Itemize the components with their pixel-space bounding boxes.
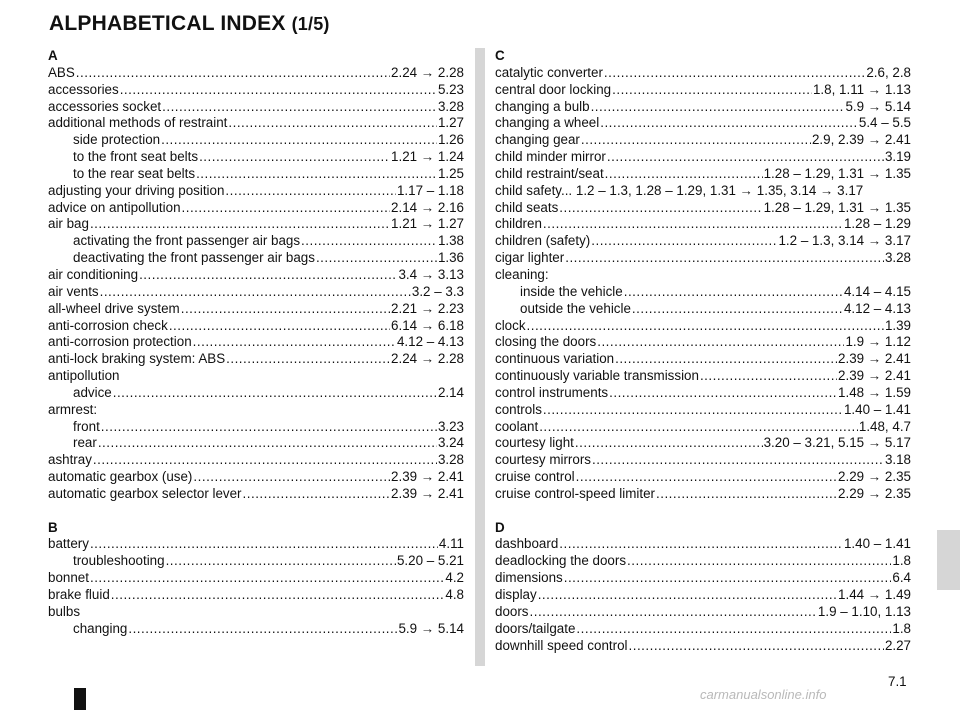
dot-leader bbox=[565, 250, 884, 267]
page-number: 7.1 bbox=[888, 674, 907, 689]
dot-leader bbox=[98, 435, 437, 452]
index-heading: armrest: bbox=[48, 401, 98, 417]
entry-pages: 2.6, 2.8 bbox=[866, 64, 911, 80]
index-entry bbox=[495, 419, 911, 436]
index-entry bbox=[495, 587, 911, 604]
index-entry bbox=[495, 233, 911, 250]
entry-term: battery bbox=[48, 536, 89, 552]
entry-term: courtesy mirrors bbox=[495, 452, 591, 468]
index-entry bbox=[495, 82, 911, 99]
entry-pages: 2.24 → 2.28 bbox=[391, 64, 464, 80]
entry-term: bonnet bbox=[48, 570, 89, 586]
entry-pages: 3.18 bbox=[884, 452, 911, 468]
index-entry bbox=[495, 132, 911, 149]
index-subentry bbox=[48, 385, 464, 402]
entry-pages: 1.27 bbox=[437, 115, 464, 131]
index-entry bbox=[495, 435, 911, 452]
entry-pages: 3.20 – 3.21, 5.15 → 5.17 bbox=[763, 435, 911, 451]
dot-leader bbox=[181, 301, 390, 318]
index-entry bbox=[495, 216, 911, 233]
entry-term: catalytic converter bbox=[495, 64, 603, 80]
entry-term: air conditioning bbox=[48, 266, 139, 282]
entry-pages: 4.12 – 4.13 bbox=[396, 334, 464, 350]
section-tab-marker bbox=[937, 530, 960, 590]
entry-pages: 5.4 – 5.5 bbox=[858, 115, 911, 131]
index-entry bbox=[495, 166, 911, 183]
entry-pages: 1.48, 4.7 bbox=[858, 418, 911, 434]
dot-leader bbox=[605, 166, 763, 183]
index-heading: cleaning: bbox=[495, 266, 549, 282]
entry-term: ashtray bbox=[48, 452, 92, 468]
index-entry bbox=[495, 318, 911, 335]
dot-leader bbox=[199, 149, 390, 166]
dot-leader bbox=[591, 233, 777, 250]
entry-pages: 2.9, 2.39 → 2.41 bbox=[811, 132, 911, 148]
entry-pages: 1.28 – 1.29, 1.31 → 1.35 bbox=[763, 199, 911, 215]
column-divider bbox=[475, 48, 485, 666]
dot-leader bbox=[607, 149, 884, 166]
index-entry bbox=[495, 200, 911, 217]
dot-leader bbox=[612, 82, 812, 99]
index-subentry bbox=[48, 250, 464, 267]
entry-term: automatic gearbox (use) bbox=[48, 469, 193, 485]
index-entry bbox=[48, 469, 464, 486]
index-entry bbox=[48, 216, 464, 233]
entry-term: brake fluid bbox=[48, 587, 110, 602]
index-entry bbox=[495, 149, 911, 166]
index-subentry bbox=[48, 435, 464, 452]
dot-leader bbox=[162, 99, 437, 116]
entry-term: rear bbox=[73, 435, 97, 451]
entry-pages: 3.23 bbox=[437, 418, 464, 434]
entry-pages: 3.24 bbox=[437, 435, 464, 451]
index-entry bbox=[495, 351, 911, 368]
dot-leader bbox=[161, 132, 437, 149]
entry-pages: 4.11 bbox=[438, 536, 464, 552]
entry-term: closing the doors bbox=[495, 334, 597, 350]
entry-pages: 1.40 – 1.41 bbox=[843, 401, 911, 417]
entry-pages: 2.39 → 2.41 bbox=[838, 368, 911, 384]
index-entry bbox=[48, 82, 464, 99]
dot-leader bbox=[543, 216, 843, 233]
entry-pages: 2.39 → 2.41 bbox=[838, 351, 911, 367]
entry-term: anti-corrosion check bbox=[48, 317, 168, 333]
index-entry bbox=[48, 486, 464, 503]
index-entry bbox=[48, 301, 464, 318]
dot-leader bbox=[592, 452, 884, 469]
dot-leader bbox=[564, 570, 892, 587]
entry-term: cigar lighter bbox=[495, 250, 565, 266]
index-entry bbox=[495, 402, 911, 419]
entry-term: anti-lock braking system: ABS bbox=[48, 351, 226, 367]
entry-term: adjusting your driving position bbox=[48, 182, 225, 198]
index-entry bbox=[495, 250, 911, 267]
entry-pages: 1.8 bbox=[892, 553, 911, 569]
index-entry bbox=[48, 65, 464, 82]
entry-term: accessories bbox=[48, 81, 119, 97]
entry-pages: 1.28 – 1.29 bbox=[843, 216, 911, 232]
index-entry bbox=[48, 267, 464, 284]
index-entry bbox=[48, 200, 464, 217]
dot-leader bbox=[316, 250, 437, 267]
entry-term: air bag bbox=[48, 216, 89, 232]
entry-pages: 1.36 bbox=[437, 250, 464, 266]
dot-leader bbox=[182, 200, 391, 217]
entry-term: to the rear seat belts bbox=[73, 165, 196, 181]
index-subentry bbox=[48, 233, 464, 250]
entry-pages: 5.9 → 5.14 bbox=[845, 98, 911, 114]
index-entry bbox=[48, 587, 464, 604]
page-part-indicator: (1/5) bbox=[291, 14, 330, 34]
entry-term: cruise control-speed limiter bbox=[495, 485, 656, 501]
entry-pages: 1.28 – 1.29, 1.31 → 1.35 bbox=[763, 165, 911, 181]
index-entry bbox=[48, 452, 464, 469]
dot-leader bbox=[700, 368, 837, 385]
entry-term: controls bbox=[495, 401, 542, 417]
entry-pages: 6.14 → 6.18 bbox=[391, 317, 464, 333]
dot-leader bbox=[627, 553, 891, 570]
entry-term: changing gear bbox=[495, 132, 580, 148]
index-entry bbox=[48, 570, 464, 587]
entry-pages: 4.2 bbox=[445, 570, 464, 586]
index-heading: bulbs bbox=[48, 603, 81, 619]
entry-term: dimensions bbox=[495, 570, 563, 586]
section-letter: D bbox=[495, 519, 505, 535]
entry-pages: 1.8 bbox=[892, 620, 911, 636]
entry-pages: 1.26 bbox=[437, 132, 464, 148]
dot-leader bbox=[100, 284, 411, 301]
index-entry bbox=[495, 385, 911, 402]
dot-leader bbox=[139, 267, 397, 284]
dot-leader bbox=[228, 115, 437, 132]
entry-term: continuously variable transmission bbox=[495, 368, 699, 384]
dot-leader bbox=[543, 402, 843, 419]
dot-leader bbox=[575, 435, 763, 452]
dot-leader bbox=[581, 132, 811, 149]
index-entry bbox=[48, 284, 464, 301]
entry-term: coolant bbox=[495, 418, 539, 434]
dot-leader bbox=[166, 553, 396, 570]
dot-leader bbox=[225, 183, 396, 200]
entry-term: doors/tailgate bbox=[495, 620, 576, 636]
index-column-right bbox=[495, 48, 911, 654]
entry-pages: 6.4 bbox=[892, 570, 911, 586]
dot-leader bbox=[576, 469, 837, 486]
dot-leader bbox=[196, 166, 437, 183]
entry-term: troubleshooting bbox=[73, 553, 165, 569]
entry-term: outside the vehicle bbox=[520, 300, 631, 316]
entry-term: changing a bulb bbox=[495, 98, 590, 114]
entry-pages: 4.14 – 4.15 bbox=[843, 283, 911, 299]
page-title bbox=[49, 12, 330, 36]
index-column-left bbox=[48, 48, 464, 638]
dot-leader bbox=[76, 65, 390, 82]
dot-leader bbox=[120, 82, 437, 99]
dot-leader bbox=[604, 65, 865, 82]
entry-pages: 5.9 → 5.14 bbox=[398, 620, 464, 636]
entry-pages: 1.21 → 1.27 bbox=[391, 216, 464, 232]
entry-pages: 1.39 bbox=[884, 317, 911, 333]
entry-pages: 1.48 → 1.59 bbox=[838, 384, 911, 400]
entry-term: advice on antipollution bbox=[48, 199, 181, 215]
entry-term: child seats bbox=[495, 199, 559, 215]
entry-term: children (safety) bbox=[495, 233, 591, 249]
entry-pages: 5.20 – 5.21 bbox=[396, 553, 464, 569]
dot-leader bbox=[301, 233, 437, 250]
index-subentry bbox=[48, 553, 464, 570]
index-subentry bbox=[495, 284, 911, 301]
index-entry bbox=[48, 334, 464, 351]
entry-pages: 1.38 bbox=[437, 233, 464, 249]
entry-pages: 1.2 – 1.3, 3.14 → 3.17 bbox=[778, 233, 911, 249]
page-title-text: ALPHABETICAL INDEX bbox=[49, 12, 286, 35]
index-entry bbox=[495, 604, 911, 621]
dot-leader bbox=[527, 318, 884, 335]
entry-pages: 3.19 bbox=[884, 149, 911, 165]
entry-pages: 1.25 bbox=[437, 165, 464, 181]
entry-pages: 2.14 bbox=[437, 384, 464, 400]
dot-leader bbox=[559, 536, 843, 553]
entry-term: courtesy light bbox=[495, 435, 574, 451]
entry-term: additional methods of restraint bbox=[48, 115, 228, 131]
entry-term: air vents bbox=[48, 283, 99, 299]
dot-leader bbox=[538, 587, 837, 604]
index-entry bbox=[495, 115, 911, 132]
index-entry bbox=[495, 486, 911, 503]
entry-term: continuous variation bbox=[495, 351, 615, 367]
dot-leader bbox=[656, 486, 837, 503]
entry-term: display bbox=[495, 587, 537, 602]
entry-term: child restraint/seat bbox=[495, 165, 604, 181]
entry-term: child minder mirror bbox=[495, 149, 606, 165]
index-entry bbox=[48, 183, 464, 200]
entry-term: dashboard bbox=[495, 536, 559, 552]
entry-term: changing a wheel bbox=[495, 115, 600, 131]
entry-term: accessories socket bbox=[48, 98, 162, 114]
entry-pages: 2.24 → 2.28 bbox=[391, 351, 464, 367]
entry-pages: 1.17 – 1.18 bbox=[396, 182, 464, 198]
section-gap bbox=[48, 503, 464, 520]
dot-leader bbox=[226, 351, 390, 368]
dot-leader bbox=[90, 216, 390, 233]
entry-pages: 3.28 bbox=[437, 452, 464, 468]
entry-pages: 4.8 bbox=[445, 587, 464, 602]
dot-leader bbox=[559, 200, 762, 217]
dot-leader bbox=[128, 621, 397, 638]
entry-pages: 2.14 → 2.16 bbox=[391, 199, 464, 215]
dot-leader bbox=[530, 604, 817, 621]
index-entry bbox=[48, 99, 464, 116]
entry-pages: 2.39 → 2.41 bbox=[391, 485, 464, 501]
dot-leader bbox=[624, 284, 843, 301]
entry-term: ABS bbox=[48, 64, 75, 80]
index-entry bbox=[495, 638, 911, 655]
dot-leader bbox=[600, 115, 858, 132]
index-entry bbox=[495, 570, 911, 587]
index-entry bbox=[48, 318, 464, 335]
dot-leader bbox=[576, 621, 891, 638]
entry-term: side protection bbox=[73, 132, 161, 148]
index-subentry bbox=[48, 621, 464, 638]
entry-pages: 5.23 bbox=[437, 81, 464, 97]
dot-leader bbox=[632, 301, 843, 318]
index-entry bbox=[495, 334, 911, 351]
dot-leader bbox=[609, 385, 837, 402]
dot-leader bbox=[193, 334, 396, 351]
index-subentry bbox=[48, 149, 464, 166]
entry-term: activating the front passenger air bags bbox=[73, 233, 301, 249]
entry-term: control instruments bbox=[495, 384, 609, 400]
entry-term: downhill speed control bbox=[495, 637, 628, 653]
dot-leader bbox=[90, 570, 444, 587]
entry-term: doors bbox=[495, 603, 529, 619]
dot-leader bbox=[243, 486, 391, 503]
entry-pages: 1.9 → 1.12 bbox=[845, 334, 911, 350]
entry-term: to the front seat belts bbox=[73, 149, 199, 165]
index-heading: antipollution bbox=[48, 368, 120, 384]
dot-leader bbox=[539, 419, 858, 436]
index-entry bbox=[495, 65, 911, 82]
index-heading: child safety... 1.2 – 1.3, 1.28 – 1.29, 1.31 → 1.35, 3.14 → 3.17 bbox=[495, 182, 864, 198]
entry-pages: 3.28 bbox=[884, 250, 911, 266]
entry-term: cruise control bbox=[495, 469, 575, 485]
entry-pages: 1.40 – 1.41 bbox=[843, 536, 911, 552]
index-subentry bbox=[495, 301, 911, 318]
index-entry bbox=[48, 536, 464, 553]
dot-leader bbox=[615, 351, 837, 368]
dot-leader bbox=[90, 536, 438, 553]
entry-pages: 4.12 – 4.13 bbox=[843, 300, 911, 316]
dot-leader bbox=[629, 638, 884, 655]
watermark: carmanualsonline.info bbox=[700, 687, 827, 702]
entry-term: deadlocking the doors bbox=[495, 553, 627, 569]
footer-bar-mark bbox=[74, 688, 86, 710]
index-entry bbox=[495, 469, 911, 486]
index-entry bbox=[48, 351, 464, 368]
section-letter: C bbox=[495, 48, 505, 63]
entry-pages: 3.4 → 3.13 bbox=[398, 266, 464, 282]
entry-pages: 3.2 – 3.3 bbox=[411, 283, 464, 299]
dot-leader bbox=[111, 587, 445, 604]
entry-pages: 2.39 → 2.41 bbox=[391, 469, 464, 485]
entry-term: deactivating the front passenger air bags bbox=[73, 250, 315, 266]
entry-term: anti-corrosion protection bbox=[48, 334, 192, 350]
entry-term: advice bbox=[73, 384, 112, 400]
dot-leader bbox=[193, 469, 390, 486]
entry-pages: 2.21 → 2.23 bbox=[391, 300, 464, 316]
index-subentry bbox=[48, 132, 464, 149]
section-letter: B bbox=[48, 519, 58, 535]
entry-pages: 1.21 → 1.24 bbox=[391, 149, 464, 165]
entry-pages: 1.8, 1.11 → 1.13 bbox=[812, 81, 911, 97]
dot-leader bbox=[591, 99, 845, 116]
entry-pages: 2.27 bbox=[884, 637, 911, 653]
dot-leader bbox=[101, 419, 437, 436]
dot-leader bbox=[113, 385, 437, 402]
index-entry bbox=[495, 99, 911, 116]
index-entry bbox=[495, 452, 911, 469]
index-subentry bbox=[48, 419, 464, 436]
entry-pages: 3.28 bbox=[437, 98, 464, 114]
entry-term: clock bbox=[495, 317, 526, 333]
dot-leader bbox=[93, 452, 437, 469]
index-entry bbox=[495, 368, 911, 385]
entry-term: inside the vehicle bbox=[520, 283, 623, 299]
entry-pages: 2.29 → 2.35 bbox=[838, 485, 911, 501]
entry-term: central door locking bbox=[495, 81, 612, 97]
index-entry bbox=[495, 536, 911, 553]
dot-leader bbox=[169, 318, 390, 335]
entry-pages: 2.29 → 2.35 bbox=[838, 469, 911, 485]
section-gap bbox=[495, 503, 911, 520]
entry-term: changing bbox=[73, 620, 128, 636]
entry-term: front bbox=[73, 418, 100, 434]
index-subentry bbox=[48, 166, 464, 183]
entry-term: automatic gearbox selector lever bbox=[48, 485, 242, 501]
section-letter: A bbox=[48, 48, 58, 63]
index-entry bbox=[495, 553, 911, 570]
index-entry bbox=[495, 621, 911, 638]
entry-term: all-wheel drive system bbox=[48, 300, 180, 316]
entry-pages: 1.44 → 1.49 bbox=[838, 587, 911, 602]
entry-pages: 1.9 – 1.10, 1.13 bbox=[817, 603, 911, 619]
index-entry bbox=[48, 115, 464, 132]
dot-leader bbox=[597, 334, 844, 351]
entry-term: children bbox=[495, 216, 542, 232]
